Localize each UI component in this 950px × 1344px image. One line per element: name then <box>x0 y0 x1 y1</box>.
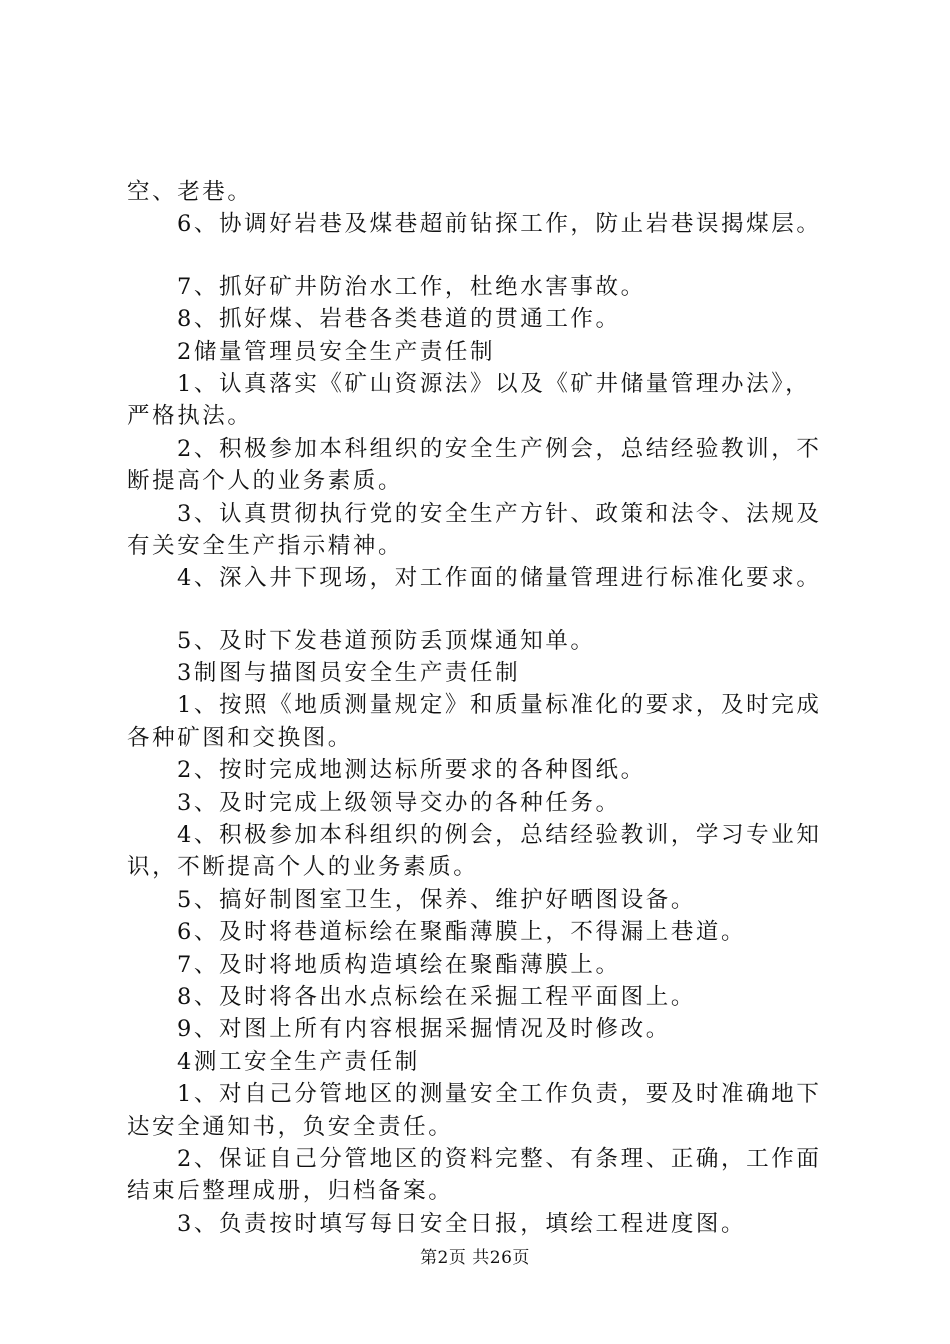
text-line: 1、认真落实《矿山资源法》以及《矿井储量管理办法》， <box>177 370 811 397</box>
text-line: 8、及时将各出水点标绘在采掘工程平面图上。 <box>177 983 696 1010</box>
text-line: 空、老巷。 <box>127 179 253 205</box>
text-line: 各种矿图和交换图。 <box>127 724 353 751</box>
text-line: 识，不断提高个人的业务素质。 <box>127 854 479 881</box>
text-line: 有关安全生产指示精神。 <box>127 532 404 559</box>
text-line: 结束后整理成册，归档备案。 <box>127 1178 454 1205</box>
text-line: 1、按照《地质测量规定》和质量标准化的要求，及时完成 <box>177 692 822 719</box>
text-line: 2、按时完成地测达标所要求的各种图纸。 <box>177 757 646 784</box>
text-line: 8、抓好煤、岩巷各类巷道的贯通工作。 <box>177 306 621 333</box>
text-line: 7、及时将地质构造填绘在聚酯薄膜上。 <box>177 951 621 978</box>
text-line: 达安全通知书，负安全责任。 <box>127 1113 454 1140</box>
text-line: 断提高个人的业务素质。 <box>127 468 404 495</box>
text-line: 6、协调好岩巷及煤巷超前钻探工作，防止岩巷误揭煤层。 <box>177 211 822 238</box>
text-line: 2储量管理员安全生产责任制 <box>177 338 496 365</box>
paragraph-spacer <box>127 241 837 271</box>
paragraph-spacer <box>127 595 837 625</box>
text-line: 4测工安全生产责任制 <box>177 1048 420 1075</box>
page-footer: 第2页 共26页 <box>420 1248 530 1268</box>
text-line: 6、及时将巷道标绘在聚酯薄膜上，不得漏上巷道。 <box>177 919 747 946</box>
text-line: 3、负责按时填写每日安全日报，填绘工程进度图。 <box>177 1210 747 1237</box>
text-line: 5、搞好制图室卫生，保养、维护好晒图设备。 <box>177 886 696 913</box>
document-body <box>127 176 837 1240</box>
text-line: 4、积极参加本科组织的例会，总结经验教训，学习专业知 <box>177 822 822 849</box>
text-line: 5、及时下发巷道预防丢顶煤通知单。 <box>177 627 596 654</box>
text-line: 1、对自己分管地区的测量安全工作负责，要及时准确地下 <box>177 1081 822 1108</box>
text-line: 7、抓好矿井防治水工作，杜绝水害事故。 <box>177 273 646 300</box>
text-line: 9、对图上所有内容根据采掘情况及时修改。 <box>177 1016 671 1043</box>
text-line: 3、及时完成上级领导交办的各种任务。 <box>177 789 621 816</box>
text-line: 4、深入井下现场，对工作面的储量管理进行标准化要求。 <box>177 565 822 592</box>
text-line: 2、积极参加本科组织的安全生产例会，总结经验教训，不 <box>177 435 822 462</box>
text-line: 严格执法。 <box>127 403 253 430</box>
text-line: 2、保证自己分管地区的资料完整、有条理、正确，工作面 <box>177 1145 822 1172</box>
text-line: 3制图与描图员安全生产责任制 <box>177 660 521 687</box>
text-line: 3、认真贯彻执行党的安全生产方针、政策和法令、法规及 <box>177 500 822 527</box>
